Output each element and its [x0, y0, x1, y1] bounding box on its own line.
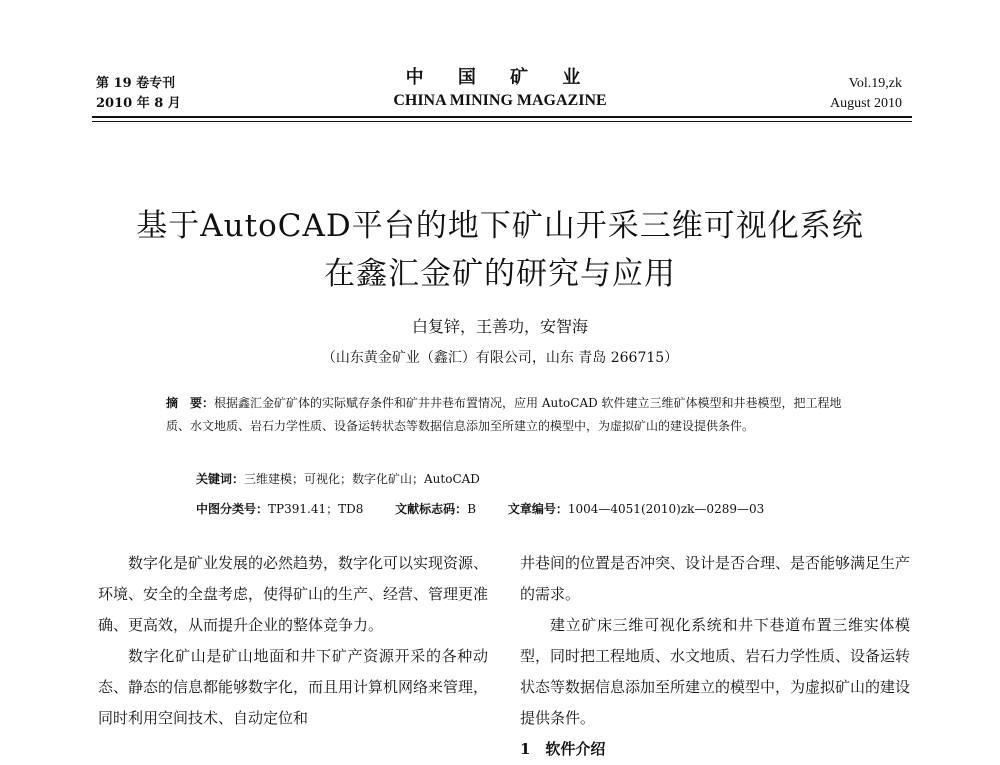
body-column-left	[98, 548, 488, 734]
journal-name-en: CHINA MINING MAGAZINE	[393, 92, 607, 109]
title-line-1: 基于AutoCAD平台的地下矿山开采三维可视化系统	[136, 208, 864, 244]
header-rule-thick	[92, 116, 912, 118]
abstract-text: 根据鑫汇金矿矿体的实际赋存条件和矿井井巷布置情况，应用 AutoCAD 软件建立三维矿体模型和井巷模型，把工程地质、水文地质、岩石力学性质、设备运转状态等数据信息添加至所建立的模型中，为虚拟矿山的建设提供条件。	[166, 396, 842, 433]
paragraph: 数字化是矿业发展的必然趋势，数字化可以实现资源、环境、安全的全盘考虑，使得矿山的生产、经营、管理更准确、更高效，从而提升企业的整体竞争力。	[98, 554, 489, 634]
body-column-right	[520, 548, 910, 765]
journal-name-cn: 中 国 矿 业	[405, 67, 595, 88]
header-volume: 第 19 卷专刊	[96, 76, 176, 91]
abstract	[166, 392, 846, 438]
keywords	[196, 468, 480, 490]
paragraph: 数字化矿山是矿山地面和井下矿产资源开采的各种动态、静态的信息都能够数字化，而且用计算机网络来管理，同时利用空间技术、自动定位和	[98, 647, 489, 727]
keywords-label: 关键词：	[196, 472, 245, 486]
affiliation: （山东黄金矿业（鑫汇）有限公司，山东 青岛 266715）	[321, 350, 679, 366]
section-heading: 1 软件介绍	[520, 740, 606, 758]
keywords-text: 三维建模；可视化；数字化矿山；AutoCAD	[244, 472, 480, 486]
header-volume-en: Vol.19,zk	[848, 76, 902, 91]
document-code: 文献标志码：B	[395, 502, 477, 516]
header-date-cn: 2010 年 8 月	[96, 96, 181, 111]
header-issue-info-en	[830, 74, 902, 114]
abstract-label: 摘 要：	[166, 396, 215, 410]
header-rule-thin	[92, 121, 912, 122]
clc-number: 中图分类号：TP391.41；TD8	[196, 502, 364, 516]
classification-line	[196, 498, 792, 520]
paper-title	[60, 202, 940, 298]
authors: 白复锌，王善功，安智海	[411, 317, 588, 336]
paragraph: 井巷间的位置是否冲突、设计是否合理、是否能够满足生产的需求。	[520, 554, 911, 603]
header-date-en: August 2010	[830, 96, 902, 111]
title-line-2: 在鑫汇金矿的研究与应用	[324, 256, 676, 292]
article-number: 文章编号：1004—4051(2010)zk—0289—03	[507, 502, 765, 516]
paragraph: 建立矿床三维可视化系统和井下巷道布置三维实体模型，同时把工程地质、水文地质、岩石力学性质、设备运转状态等数据信息添加至所建立的模型中，为虚拟矿山的建设提供条件。	[520, 616, 911, 727]
